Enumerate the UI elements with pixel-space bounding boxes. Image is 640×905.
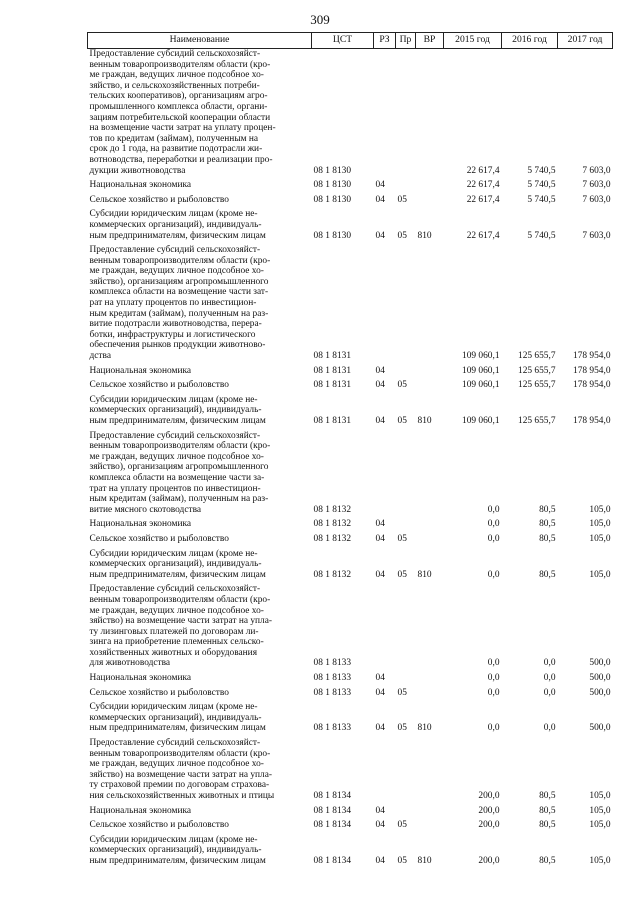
table-row: [88, 835, 613, 868]
page-number: 309: [310, 12, 330, 27]
row-rz: [374, 584, 396, 670]
header-row: [88, 33, 613, 49]
row-vr: [416, 688, 444, 700]
row-2015: 22 617,4: [466, 194, 500, 205]
table-row: [88, 380, 613, 392]
row-2015: 109 060,1: [462, 416, 500, 426]
row-2015: 22 617,4: [466, 230, 500, 241]
row-2017: 7 603,0: [582, 230, 611, 241]
row-rz: 04: [375, 180, 385, 191]
row-2017: 500,0: [589, 658, 611, 669]
row-cst: 08 1 8130: [313, 165, 351, 176]
table-row: [88, 534, 613, 546]
row-vr: [416, 534, 444, 546]
row-pr: 05: [397, 380, 407, 391]
row-2016: 125 655,7: [518, 365, 556, 376]
row-2016: 0,0: [543, 673, 556, 684]
budget-table: [87, 32, 613, 871]
row-pr: 05: [397, 687, 407, 698]
row-rz: 04: [375, 673, 385, 684]
row-rz: 04: [375, 533, 385, 544]
row-2017: 105,0: [589, 569, 611, 580]
row-2017: 178 954,0: [573, 380, 611, 391]
row-pr: 05: [397, 533, 407, 544]
row-rz: 04: [375, 416, 385, 426]
row-cst: 08 1 8133: [313, 687, 351, 698]
row-cst: 08 1 8134: [313, 855, 351, 866]
row-cst: 08 1 8130: [313, 230, 351, 241]
row-2017: 105,0: [589, 504, 611, 515]
row-cst: 08 1 8134: [313, 820, 351, 831]
row-2015: 200,0: [478, 791, 500, 801]
row-rz: 04: [375, 519, 385, 530]
row-vr: [416, 806, 444, 818]
table-row: [88, 673, 613, 685]
header-rz: РЗ: [374, 33, 396, 49]
row-vr: [416, 584, 444, 670]
row-pr: [396, 673, 416, 685]
row-2017: 500,0: [589, 723, 611, 734]
row-2016: 0,0: [543, 723, 556, 734]
row-pr: [396, 519, 416, 531]
row-pr: [396, 49, 416, 178]
table-row: [88, 688, 613, 700]
row-2015: 0,0: [487, 533, 500, 544]
row-2015: 0,0: [487, 519, 500, 530]
table-row: [88, 702, 613, 735]
row-2015: 0,0: [487, 673, 500, 684]
table-row: [88, 180, 613, 192]
row-vr: 810: [417, 569, 432, 580]
header-2016: 2016 год: [502, 33, 558, 49]
row-2016: 80,5: [539, 820, 556, 831]
row-rz: 04: [375, 569, 385, 580]
row-pr: 05: [397, 723, 407, 734]
row-2015: 0,0: [487, 569, 500, 580]
table-row: [88, 519, 613, 531]
table-row: [88, 584, 613, 670]
row-rz: 04: [375, 687, 385, 698]
row-rz: 04: [375, 820, 385, 831]
row-vr: [416, 519, 444, 531]
row-2015: 0,0: [487, 687, 500, 698]
row-vr: [416, 195, 444, 207]
row-vr: 810: [417, 723, 432, 734]
row-rz: [374, 245, 396, 363]
row-pr: 05: [397, 230, 407, 241]
row-vr: [416, 820, 444, 832]
row-name: Субсидии юридическим лицам (кроме не- коммерческих организаций), индивидуаль- ным предпринимателям, физическим лицам: [89, 834, 266, 866]
row-name: Сельское хозяйство и рыболовство: [89, 194, 229, 205]
header-2017: 2017 год: [558, 33, 613, 49]
row-2016: 5 740,5: [527, 230, 556, 241]
row-2017: 178 954,0: [573, 365, 611, 376]
row-vr: [416, 738, 444, 803]
row-2016: 0,0: [543, 687, 556, 698]
table-row: [88, 431, 613, 517]
row-2015: 0,0: [487, 504, 500, 515]
row-gap-cell: [88, 868, 613, 871]
row-cst: 08 1 8132: [313, 569, 351, 580]
row-2017: 105,0: [589, 855, 611, 866]
row-name: Сельское хозяйство и рыболовство: [89, 687, 229, 698]
row-name: Предоставление субсидий сельскохозяйст- венным товаропроизводителям области (кро- ме граждан, ведущих личное подсобное хо- зяйство), организациям агропромышленного комплекса области на возмещение части за- трат на уплату процентов по инвестицион- ным кредитам (займам), полученным на раз- витие мясного скотоводства: [89, 430, 271, 515]
row-pr: [396, 738, 416, 803]
row-2015: 200,0: [478, 855, 500, 866]
row-vr: [416, 49, 444, 178]
row-rz: 04: [375, 723, 385, 734]
row-vr: [416, 180, 444, 192]
table-row: [88, 209, 613, 242]
row-pr: [396, 584, 416, 670]
row-name: Национальная экономика: [89, 365, 192, 376]
row-vr: [416, 366, 444, 378]
row-name: Национальная экономика: [89, 673, 192, 684]
row-name: Предоставление субсидий сельскохозяйст- венным товаропроизводителям области (кро- ме граждан, ведущих личное подсобное хо- зяйство), организациям агропромышленного комплекса области на возмещение части зат- рат на уплату процентов по инвестицион- ным кредитам (займам), полученным на раз- витие подотрасли животноводства, перера- ботки, инфраструктуры и логистического обеспечения рынков продукции животново- дства: [89, 245, 271, 362]
row-2017: 500,0: [589, 673, 611, 684]
table-row: [88, 806, 613, 818]
row-cst: 08 1 8132: [313, 519, 351, 530]
row-name: Национальная экономика: [89, 519, 192, 530]
row-2016: 125 655,7: [518, 380, 556, 391]
row-2015: 109 060,1: [462, 351, 500, 362]
row-2017: 178 954,0: [573, 351, 611, 362]
row-cst: 08 1 8130: [313, 194, 351, 205]
row-2015: 200,0: [478, 820, 500, 831]
row-2017: 7 603,0: [582, 165, 611, 176]
row-2017: 105,0: [589, 533, 611, 544]
row-pr: 05: [397, 855, 407, 866]
row-2016: 80,5: [539, 569, 556, 580]
table-row: [88, 395, 613, 428]
row-cst: 08 1 8131: [313, 416, 351, 426]
row-cst: 08 1 8133: [313, 658, 351, 669]
row-name: Национальная экономика: [89, 805, 192, 816]
row-2017: 7 603,0: [582, 194, 611, 205]
row-vr: 810: [417, 230, 432, 241]
row-rz: 04: [375, 855, 385, 866]
row-cst: 08 1 8134: [313, 791, 351, 801]
row-2017: 178 954,0: [573, 416, 611, 426]
row-vr: [416, 245, 444, 363]
row-cst: 08 1 8130: [313, 180, 351, 191]
header-2015: 2015 год: [444, 33, 502, 49]
table-row: [88, 195, 613, 207]
row-pr: 05: [397, 569, 407, 580]
row-rz: 04: [375, 380, 385, 391]
row-cst: 08 1 8132: [313, 533, 351, 544]
row-2015: 109 060,1: [462, 380, 500, 391]
row-vr: [416, 431, 444, 517]
row-rz: 04: [375, 365, 385, 376]
table-row: [88, 366, 613, 378]
row-vr: 810: [417, 855, 432, 866]
table-row: [88, 549, 613, 582]
row-2016: 125 655,7: [518, 351, 556, 362]
row-cst: 08 1 8131: [313, 365, 351, 376]
header-cst: ЦСТ: [312, 33, 374, 49]
row-name: Субсидии юридическим лицам (кроме не- коммерческих организаций), индивидуаль- ным предпринимателям, физическим лицам: [89, 209, 266, 241]
row-2015: 109 060,1: [462, 365, 500, 376]
row-rz: [374, 738, 396, 803]
row-rz: 04: [375, 805, 385, 816]
row-name: Сельское хозяйство и рыболовство: [89, 820, 229, 831]
header-name: Наименование: [88, 33, 312, 49]
row-2015: 200,0: [478, 805, 500, 816]
row-cst: 08 1 8131: [313, 380, 351, 391]
row-name: Предоставление субсидий сельскохозяйст- венным товаропроизводителям области (кро- ме граждан, ведущих личное подсобное хо- зяйство, и сельскохозяйственных потреби- тельских кооперативов), организациям агро- промышленного комплекса области, органи- зациям потребительской кооперации области на возмещение части затрат на уплату процен- тов по кредитам (займам), полученным на срок до 1 года, на развитие подотрасли жи- вотноводства, переработки и реализации про- дукции животноводства: [89, 49, 276, 176]
row-pr: 05: [397, 416, 407, 426]
row-2017: 105,0: [589, 820, 611, 831]
row-2015: 0,0: [487, 658, 500, 669]
row-name: Предоставление субсидий сельскохозяйст- венным товаропроизводителям области (кро- ме граждан, ведущих личное подсобное хо- зяйство) на возмещение части затрат на упла- ту страховой премии по договорам страхова- ния сельскохозяйственных животных и птицы: [89, 738, 275, 801]
row-2017: 500,0: [589, 687, 611, 698]
row-pr: 05: [397, 820, 407, 831]
row-rz: [374, 431, 396, 517]
row-2017: 105,0: [589, 519, 611, 530]
row-name: Сельское хозяйство и рыболовство: [89, 380, 229, 391]
row-2016: 5 740,5: [527, 180, 556, 191]
row-name: Сельское хозяйство и рыболовство: [89, 533, 229, 544]
header-pr: Пр: [396, 33, 416, 49]
row-2017: 7 603,0: [582, 180, 611, 191]
row-cst: 08 1 8133: [313, 673, 351, 684]
row-2015: 22 617,4: [466, 165, 500, 176]
row-name: Национальная экономика: [89, 180, 192, 191]
row-2016: 80,5: [539, 519, 556, 530]
row-vr: 810: [417, 416, 432, 426]
row-pr: 05: [397, 194, 407, 205]
row-rz: 04: [375, 230, 385, 241]
table-row: [88, 245, 613, 363]
row-2017: 105,0: [589, 805, 611, 816]
row-2016: 80,5: [539, 504, 556, 515]
row-2016: 5 740,5: [527, 194, 556, 205]
row-pr: [396, 245, 416, 363]
row-vr: [416, 673, 444, 685]
row-name: Субсидии юридическим лицам (кроме не- коммерческих организаций), индивидуаль- ным предпринимателям, физическим лицам: [89, 548, 266, 580]
row-vr: [416, 380, 444, 392]
row-name: Предоставление субсидий сельскохозяйст- венным товаропроизводителям области (кро- ме граждан, ведущих личное подсобное хо- зяйство) на возмещение части затрат на упла- ту лизинговых платежей по договорам ли- зинга на приобретение племенных сельско- хозяйственных животных и оборудования для животноводства: [89, 584, 273, 669]
row-name: Субсидии юридическим лицам (кроме не- коммерческих организаций), индивидуаль- ным предпринимателям, физическим лицам: [89, 394, 266, 426]
row-cst: 08 1 8131: [313, 351, 351, 362]
row-2016: 80,5: [539, 855, 556, 866]
row-pr: [396, 366, 416, 378]
row-2016: 0,0: [543, 658, 556, 669]
row-cst: 08 1 8132: [313, 504, 351, 515]
row-cst: 08 1 8133: [313, 723, 351, 734]
header-vr: ВР: [416, 33, 444, 49]
row-name: Субсидии юридическим лицам (кроме не- коммерческих организаций), индивидуаль- ным предпринимателям, физическим лицам: [89, 702, 266, 734]
table-row: [88, 49, 613, 178]
row-rz: 04: [375, 194, 385, 205]
row-pr: [396, 180, 416, 192]
row-pr: [396, 431, 416, 517]
row-2015: 22 617,4: [466, 180, 500, 191]
row-2015: 0,0: [487, 723, 500, 734]
table-row: [88, 820, 613, 832]
row-cst: 08 1 8134: [313, 805, 351, 816]
row-pr: [396, 806, 416, 818]
row-2016: 80,5: [539, 805, 556, 816]
row-2017: 105,0: [589, 791, 611, 801]
row-2016: 80,5: [539, 533, 556, 544]
row-2016: 125 655,7: [518, 416, 556, 426]
row-rz: [374, 49, 396, 178]
row-2016: 80,5: [539, 791, 556, 801]
row-2016: 5 740,5: [527, 165, 556, 176]
row-gap: [88, 868, 613, 871]
table-row: [88, 738, 613, 803]
